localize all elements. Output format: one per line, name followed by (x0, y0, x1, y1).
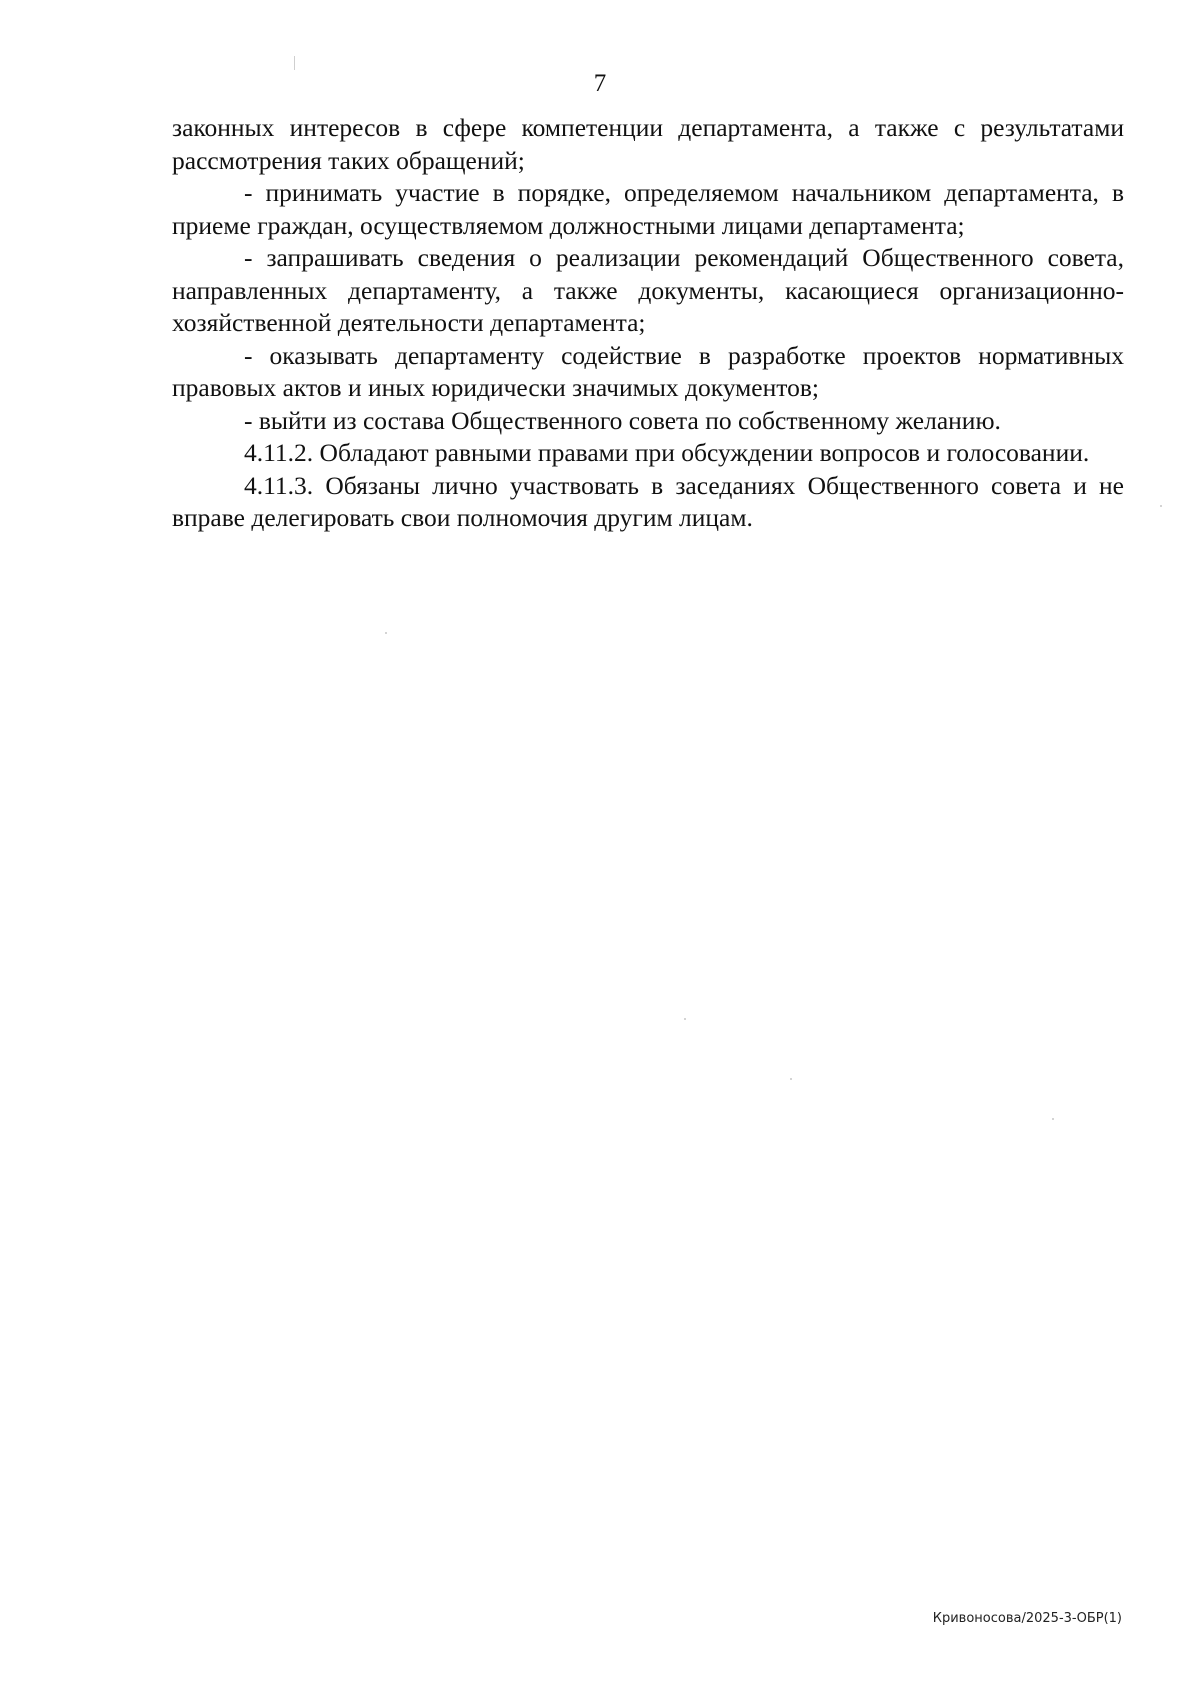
scan-artifact-dot (684, 1018, 686, 1020)
paragraph-right-request-information: - запрашивать сведения о реализации рекомендаций Общественного совета, направленных департаменту, а также документы, касающиеся организационно-хозяйственной деятельности департамента; (172, 243, 1124, 337)
scan-artifact-dot (790, 1078, 792, 1080)
paragraph-right-participate-reception: - принимать участие в порядке, определяемом начальником департамента, в приеме граждан, осуществляемом должностными лицами департамента; (172, 178, 1124, 240)
paragraph-clause-4-11-2: 4.11.2. Обладают равными правами при обсуждении вопросов и голосовании. (244, 438, 1090, 467)
scan-artifact-dot (1160, 505, 1162, 507)
paragraph-continuation: законных интересов в сфере компетенции департамента, а также с результатами рассмотрения таких обращений; (172, 113, 1124, 175)
footer-document-code: Кривоносова/2025-3-ОБР(1) (932, 1611, 1122, 1626)
document-body (172, 112, 1124, 535)
scan-artifact-dot (385, 632, 387, 634)
paragraph-right-leave-council: - выйти из состава Общественного совета по собственному желанию. (244, 405, 1001, 435)
page-number: 7 (593, 70, 607, 97)
scan-artifact-dot (1052, 1118, 1054, 1120)
paragraph-right-assist-drafting: - оказывать департаменту содействие в разработке проектов нормативных правовых актов и иных юридически значимых документов; (172, 340, 1124, 402)
paragraph-clause-4-11-3: 4.11.3. Обязаны лично участвовать в заседаниях Общественного совета и не вправе делегировать свои полномочия другим лицам. (172, 470, 1124, 532)
